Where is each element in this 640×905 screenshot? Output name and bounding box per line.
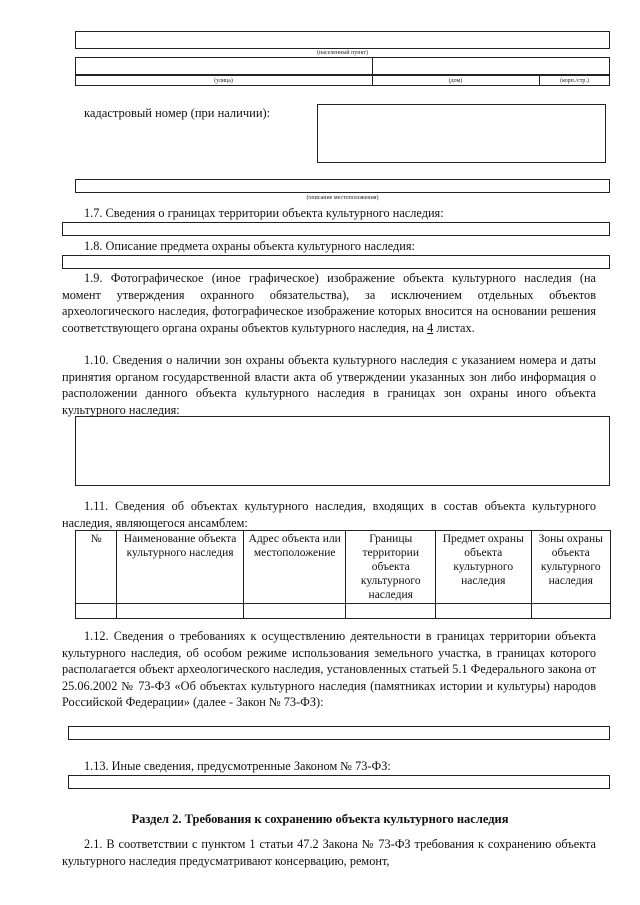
section-2-1: 2.1. В соответствии с пунктом 1 статьи 47.2 Закона № 73-ФЗ требования к сохранению объекта культурного наследия предусматривают консервацию, ремонт, [62,837,596,868]
col-number: № [76,531,117,604]
col-protection-zones: Зоны охраны объекта культурного наследия [531,531,610,604]
house-caption: (дом) [448,78,463,84]
section-1-13: 1.13. Иные сведения, предусмотренные Законом № 73-ФЗ: [84,759,391,773]
col-address: Адрес объекта или местоположение [243,531,346,604]
cadastral-field[interactable] [317,104,606,163]
activity-requirements-field[interactable] [68,726,610,740]
zones-field[interactable] [75,416,610,486]
col-boundaries: Границы территории объекта культурного наследия [346,531,436,604]
col-object-name: Наименование объекта культурного наследия [117,531,244,604]
section-1-10: 1.10. Сведения о наличии зон охраны объекта культурного наследия с указанием номера и даты принятия органом государственной власти акта об утверждении указанных зон либо информация о расположении данного объекта культурного наследия в границах зон охраны иного объекта культурного наследия: [62,353,596,417]
table-cell[interactable] [76,604,117,619]
table-cell[interactable] [435,604,531,619]
section-1-9 [62,270,596,336]
location-caption: (описание местоположения) [306,195,379,201]
section-1-9-text: 1.9. Фотографическое (иное графическое) изображение объекта культурного наследия (на момент утверждения охранного обязательства), за исключением отдельных объектов археологического наследия, фотографическое изображение которых вносится на основании решения соответствующего органа охраны объектов культурного наследия, на [62,271,596,335]
col-protection-subject: Предмет охраны объекта культурного наследия [435,531,531,604]
table-cell[interactable] [346,604,436,619]
address-row [75,57,610,75]
settlement-caption: (населенный пункт) [317,50,368,56]
section-1-11: 1.11. Сведения об объектах культурного наследия, входящих в состав объекта культурного наследия, являющегося ансамблем: [62,499,596,530]
street-caption: (улица) [214,78,233,84]
table-header-row [76,531,611,604]
other-info-field[interactable] [68,775,610,789]
settlement-field[interactable] [75,31,610,49]
section-1-9-suffix: листах. [433,320,475,335]
address-divider [372,57,373,75]
boundaries-field[interactable] [62,222,610,236]
location-field[interactable] [75,179,610,193]
table-cell[interactable] [531,604,610,619]
sheets-count: 4 [427,320,434,335]
table-cell[interactable] [243,604,346,619]
section-1-7: 1.7. Сведения о границах территории объекта культурного наследия: [84,206,444,220]
table-cell[interactable] [117,604,244,619]
table-row[interactable] [76,604,611,619]
ensemble-objects-table [75,530,611,619]
section-1-12: 1.12. Сведения о требованиях к осуществлению деятельности в границах территории объекта культурного наследия, об особом режиме использования земельного участка, в границах которого располагается объект археологического наследия, установленных статьей 5.1 Федерального закона от 25.06.2002 № 73-ФЗ «Об объектах культурного наследия (памятниках истории и культуры) народов Российской Федерации» (далее - Закон № 73-ФЗ): [62,629,596,709]
section-1-8: 1.8. Описание предмета охраны объекта культурного наследия: [84,239,415,253]
cadastral-label: кадастровый номер (при наличии): [84,106,271,120]
section-2-title: Раздел 2. Требования к сохранению объекта культурного наследия [131,812,509,826]
building-caption: (корп./стр.) [560,78,589,84]
protection-subject-field[interactable] [62,255,610,269]
